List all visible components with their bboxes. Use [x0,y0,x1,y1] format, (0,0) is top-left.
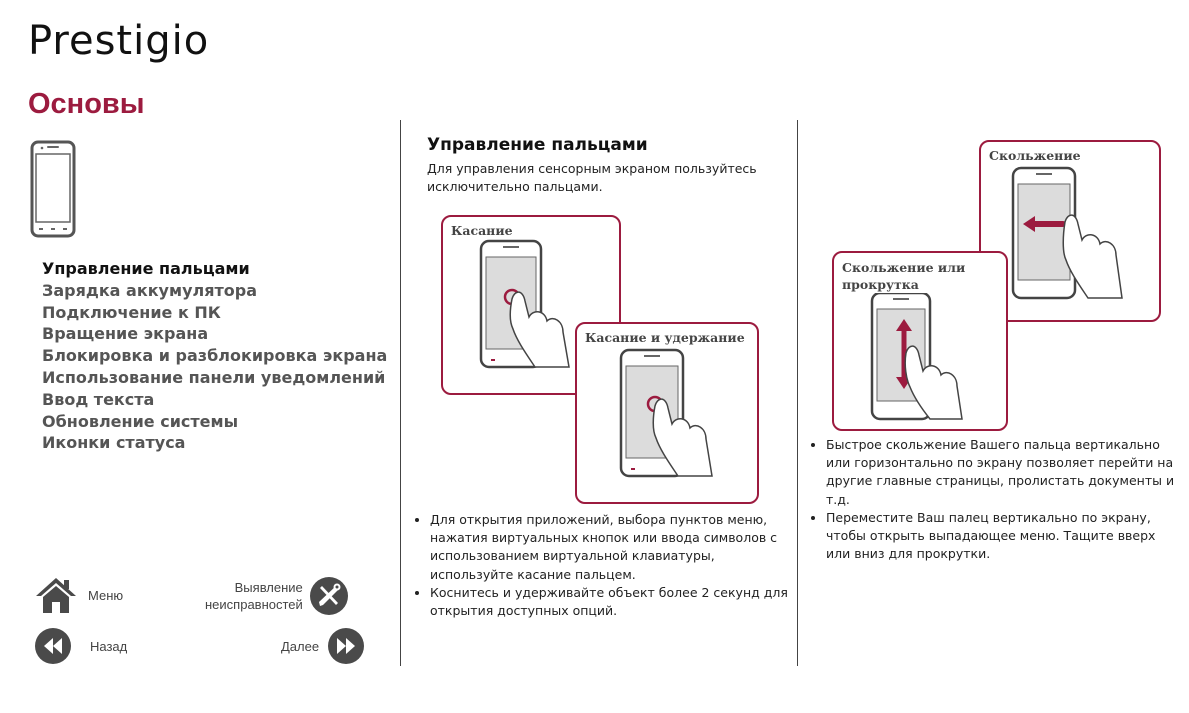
tools-icon [309,576,349,616]
middle-bullet-list [404,511,790,620]
phone-icon [30,140,76,238]
back-label: Назад [90,638,128,654]
menu-button[interactable] [34,575,123,615]
next-label: Далее [281,638,320,654]
rewind-icon [34,627,72,665]
toc-item-screen-rotation[interactable]: Вращение экрана [42,324,209,344]
home-icon [34,575,78,615]
fast-forward-icon [327,627,365,665]
list-item: • Для открытия приложений, выбора пунктов меню, нажатия виртуальных кнопок или ввода символов с использованием виртуальной клавиатуры, используйте касание пальцем. [430,511,790,584]
troubleshooting-button[interactable] [205,576,349,616]
toc-item-text-input[interactable]: Ввод текста [42,389,155,409]
troubleshooting-label-line2: неисправностей [205,597,303,612]
prestigio-logo: Prestigio [28,18,210,64]
list-item: • Быстрое скольжение Вашего пальца вертикально или горизонтально по экрану позволяет перейти на другие главные страницы, пролистать документы и т.д. [826,436,1181,509]
scroll-card-title-line2: прокрутка [842,277,919,292]
list-item: • Переместите Ваш палец вертикально по экрану, чтобы открыть выпадающее меню. Тащите вверх или вниз для прокрутки. [826,509,1181,564]
swipe-card-title: Скольжение [989,148,1081,163]
column-divider-left [400,120,401,666]
intro-text: Для управления сенсорным экраном пользуйтесь исключительно пальцами. [427,161,757,194]
section-heading: Управление пальцами [427,135,648,155]
back-button[interactable] [34,627,127,665]
toc-item-finger-control[interactable]: Управление пальцами [42,259,250,278]
tap-card-title: Касание [451,223,513,238]
scroll-card-title [842,259,965,293]
page-title: Основы [28,88,145,120]
troubleshooting-label-line1: Выявление [234,580,303,595]
next-button[interactable] [281,627,365,665]
list-item: • Коснитесь и удерживайте объект более 2 секунд для открытия доступных опций. [430,584,790,620]
toc-item-battery-charging[interactable]: Зарядка аккумулятора [42,280,257,300]
phone-hold-illustration [577,324,757,502]
table-of-contents [42,258,392,454]
right-bullet-list [800,436,1181,563]
column-divider-right [797,120,798,666]
scroll-card [832,251,1008,431]
toc-item-notification-panel[interactable]: Использование панели уведомлений [42,367,386,387]
tap-hold-card-title: Касание и удержание [585,330,745,345]
tap-hold-card [575,322,759,504]
scroll-card-title-line1: Скольжение или [842,260,966,275]
toc-item-screen-lock[interactable]: Блокировка и разблокировка экрана [42,346,388,366]
toc-item-pc-connection[interactable]: Подключение к ПК [42,302,221,322]
menu-label: Меню [88,587,124,603]
toc-item-system-update[interactable]: Обновление системы [42,411,239,431]
toc-item-status-icons[interactable]: Иконки статуса [42,433,186,453]
